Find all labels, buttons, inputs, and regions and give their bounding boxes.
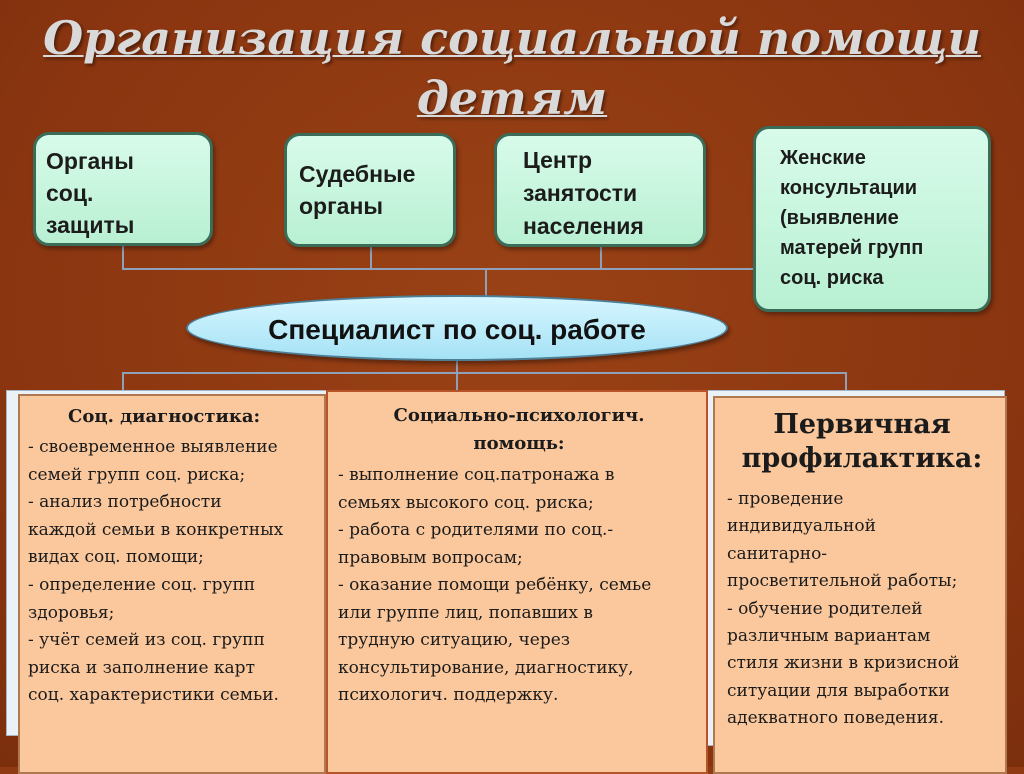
box-social-protection-text: Органы соц. защиты [46, 148, 135, 238]
connector-col1 [122, 372, 124, 390]
title-line-2: детям [416, 71, 608, 125]
column-1-body: - своевременное выявление семей групп соц. риска; - анализ потребности каждой семьи в конкретных видах соц. помощи; - определение соц. групп здоровья; - учёт семей из соц. групп риска и заполнение карт соц. характеристики семьи. [28, 437, 284, 706]
column-1-heading: Соц. диагностика: [68, 406, 261, 427]
connector-bottom-horizontal [122, 372, 846, 374]
column-psychological-help [326, 390, 708, 774]
connector-col2 [456, 372, 458, 390]
column-2-body: - выполнение соц.патронажа в семьях высокого соц. риска; - работа с родителями по соц.- правовым вопросам; - оказание помощи ребёнку, семье или группе лиц, попавших в трудную ситуацию, через консультирование, диагностику, психологич. поддержку. [338, 465, 652, 705]
box-womens-consultations-text: Женские консультации (выявление матерей групп соц. риска [780, 147, 924, 289]
box-social-protection [33, 132, 213, 246]
column-social-diagnostics [18, 394, 326, 774]
box-judicial [284, 133, 456, 247]
connector-top-horizontal [122, 268, 756, 270]
column-primary-prevention [713, 396, 1007, 774]
specialist-ellipse: Специалист по соц. работе [186, 295, 728, 361]
connector-center-down [485, 268, 487, 296]
connector-col3 [845, 372, 847, 390]
connector-box3 [600, 245, 602, 269]
connector-box2 [370, 246, 372, 269]
box-employment-center-text: Центр занятости населения [523, 147, 644, 239]
box-judicial-text: Судебные органы [299, 161, 416, 219]
box-womens-consultations [753, 126, 991, 312]
connector-box1 [122, 245, 124, 269]
column-3-body: - проведение индивидуальной санитарно- просветительной работы; - обучение родителей различным вариантам стиля жизни в кризисной ситуации для выработки адекватного поведения. [727, 489, 960, 729]
slide-title [0, 8, 1024, 128]
box-employment-center [494, 133, 706, 247]
column-3-heading: Первичная профилактика: [741, 409, 983, 474]
title-line-1: Организация социальной помощи [43, 11, 981, 65]
column-2-heading: Социально-психологич. помощь: [393, 405, 645, 454]
